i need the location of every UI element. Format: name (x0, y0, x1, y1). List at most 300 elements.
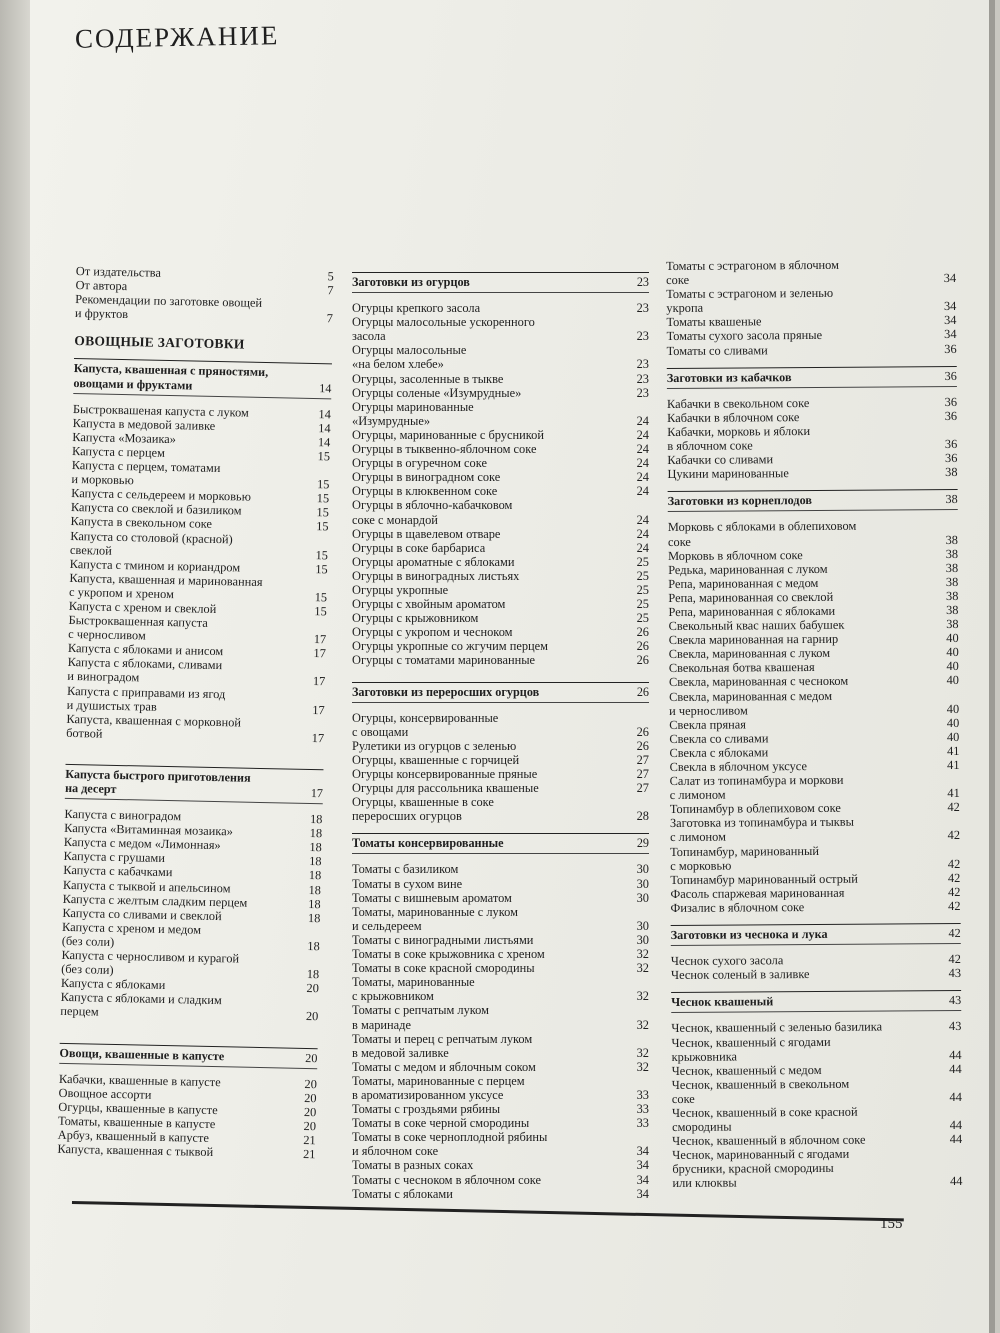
toc-entry (352, 639, 649, 653)
toc-entry-title: Томаты с чесноком в яблочном соке (352, 1172, 541, 1187)
toc-entry-title: Огурцы крепкого засола (352, 301, 481, 316)
toc-entry-title: Чеснок сухого засола (670, 953, 784, 969)
toc-entry-title: Томаты, маринованные с перцем в ароматизированном уксусе (352, 1073, 525, 1102)
toc-entry-title: Свекольная ботва квашеная (668, 660, 815, 676)
toc-entry-title: Огурцы укропные со жгучим перцем (352, 639, 548, 654)
toc-entry-page: 20 (306, 981, 320, 996)
toc-entry (669, 687, 959, 717)
toc-entry-page: 15 (314, 604, 327, 619)
toc-entry-page: 23 (636, 371, 649, 386)
toc-entry (352, 343, 649, 371)
toc-entry-title: Капуста с черносливом и курагой (без соли) (61, 947, 240, 978)
toc-entry-title: Капуста в медовой заливке (72, 415, 216, 433)
toc-entry-page: 23 (636, 301, 649, 316)
toc-entry-title: Капуста с перцем (71, 443, 166, 460)
section-title: Капуста, квашенная с пряностями, овощами и фруктами (73, 361, 269, 393)
toc-entry-page: 15 (315, 561, 328, 577)
toc-entry-title: Свекла с яблоками (669, 745, 769, 760)
toc-entry-page: 32 (636, 1059, 649, 1074)
toc-entry-page: 15 (316, 477, 330, 492)
toc-entry-title: Топинамбур маринованный острый (670, 871, 858, 887)
toc-entry-page: 18 (307, 910, 321, 926)
section-page: 26 (636, 684, 649, 699)
toc-entry-title: Чеснок, квашенный с зеленью базилика (671, 1019, 883, 1036)
toc-entry-title: Капуста с виноградом (64, 806, 182, 824)
toc-entry-page: 18 (308, 868, 322, 883)
toc-entry-title: Капуста «Витаминная мозаика» (64, 821, 233, 839)
toc-entry-page: 18 (308, 896, 321, 911)
toc-entry-title: Огурцы с томатами маринованные (352, 653, 536, 668)
section-list (671, 952, 961, 982)
toc-entry-title: Капуста с грушами (63, 849, 166, 866)
toc-entry-page: 40 (946, 631, 959, 646)
toc-entry-page: 32 (636, 961, 649, 976)
toc-entry-page: 5 (327, 269, 334, 284)
toc-entry (352, 975, 649, 1003)
category-heading: ОВОЩНЫЕ ЗАГОТОВКИ (74, 333, 245, 352)
toc-entry-page: 41 (947, 743, 960, 758)
toc-entry-page: 15 (316, 505, 329, 520)
toc-entry-title: Чеснок соленый в заливке (670, 967, 810, 983)
toc-entry (352, 1158, 649, 1172)
toc-entry (352, 947, 649, 961)
toc-entry-page: 38 (945, 588, 959, 603)
toc-entry-page: 17 (312, 674, 326, 689)
toc-entry-page: 24 (636, 456, 649, 471)
toc-entry-title: Огурцы в тыквенно-яблочном соке (352, 442, 537, 457)
toc-entry-page: 43 (948, 966, 962, 981)
toc-entry-page: 26 (636, 724, 649, 739)
section-page: 36 (944, 368, 957, 383)
toc-entry-page: 30 (636, 876, 649, 891)
toc-entry-title: Капуста с хреном и медом (без соли) (61, 919, 202, 949)
toc-entry-page: 24 (636, 442, 649, 457)
toc-entry-page: 44 (950, 1174, 963, 1189)
toc-entry (352, 653, 649, 667)
toc-entry-title: Капуста с приправами из ягод и душистых трав (66, 683, 226, 714)
toc-entry-page: 14 (318, 420, 331, 436)
toc-entry-title: Репа, маринованная с яблоками (668, 603, 836, 619)
toc-entry-title: Свекла, маринованная с медом и черносливом (669, 688, 833, 718)
toc-entry-page: 36 (944, 341, 957, 356)
toc-column-3 (666, 257, 962, 1191)
toc-entry-title: Фасоль спаржевая маринованная (670, 885, 845, 901)
toc-entry (352, 301, 649, 315)
toc-entry-page: 27 (636, 752, 649, 767)
toc-entry-title: Рулетики из огурцов с зеленью (352, 738, 517, 753)
toc-entry-title: Капуста с медом «Лимонная» (63, 835, 221, 853)
toc-entry-title: Томаты в соке черной смородины (352, 1116, 530, 1131)
toc-entry-title: Огурцы укропные (352, 582, 449, 597)
toc-entry-page: 24 (636, 526, 649, 541)
toc-entry-page: 23 (636, 357, 649, 372)
toc-entry-title: Чеснок, квашенный в яблочном соке (672, 1132, 866, 1149)
toc-entry-title: От автора (75, 278, 128, 294)
toc-entry-title: Томаты с эстрагоном в яблочном соке (666, 257, 839, 288)
toc-entry-title: Репа, маринованная со свеклой (668, 589, 834, 605)
toc-entry-page: 24 (636, 413, 649, 428)
toc-entry-title: Капуста, квашенная и маринованная с укропом и хреном (68, 570, 263, 601)
toc-entry (352, 428, 649, 442)
toc-entry (352, 753, 649, 767)
toc-entry-page: 15 (314, 589, 328, 605)
toc-entry-title: От издательства (75, 264, 162, 280)
toc-entry-page: 18 (306, 967, 320, 982)
toc-entry-title: Томаты квашеные (666, 314, 762, 330)
toc-entry-page: 38 (946, 617, 959, 632)
section-page: 23 (636, 275, 649, 289)
toc-entry (672, 1076, 962, 1106)
toc-entry-title: Арбуз, квашенный в капусте (57, 1127, 210, 1145)
section-title: Томаты консервированные (352, 836, 504, 851)
toc-entry-page: 38 (945, 546, 959, 561)
section-page: 43 (948, 993, 962, 1008)
page-title: СОДЕРЖАНИЕ (74, 20, 280, 54)
toc-entry-title: Овощное ассорти (58, 1085, 152, 1102)
toc-entry-title: Свекла со сливами (669, 731, 769, 746)
toc-entry-page: 42 (947, 800, 960, 815)
toc-entry (352, 315, 649, 343)
toc-entry-title: Огурцы с укропом и чесноком (352, 625, 513, 640)
toc-entry-page: 33 (636, 1087, 649, 1102)
page-edge (989, 0, 995, 1333)
toc-entry (667, 342, 957, 358)
toc-entry-page: 34 (636, 1158, 649, 1173)
toc-entry (672, 1104, 962, 1134)
toc-entry (670, 772, 960, 802)
toc-entry-title: Физалис в яблочном соке (670, 899, 805, 915)
toc-entry-title: Огурцы в виноградных листьях (352, 568, 520, 583)
toc-entry (352, 625, 649, 639)
toc-entry-page: 38 (945, 532, 959, 547)
toc-entry-page: 34 (944, 327, 957, 342)
toc-entry-page: 40 (946, 673, 959, 688)
toc-entry-title: Репа, маринованная с медом (668, 575, 819, 591)
toc-entry-title: Огурцы ароматные с яблоками (352, 554, 515, 569)
toc-entry-title: Огурцы малосольные «на белом хлебе» (352, 343, 467, 372)
toc-entry-page: 32 (636, 1045, 649, 1060)
toc-entry-page: 44 (949, 1132, 963, 1147)
toc-entry-page: 44 (949, 1061, 962, 1076)
toc-entry-page: 18 (307, 938, 320, 954)
toc-entry-page: 17 (313, 632, 327, 647)
toc-entry-title: Цукини маринованные (667, 466, 789, 482)
toc-entry-page: 40 (946, 729, 960, 744)
toc-entry-page: 20 (305, 1009, 319, 1024)
toc-entry-page: 28 (636, 809, 649, 824)
toc-entry-page: 7 (326, 311, 334, 326)
toc-entry (672, 1146, 962, 1190)
toc-entry-page: 21 (302, 1147, 316, 1162)
toc-entry-title: Томаты со сливами (666, 342, 768, 358)
toc-entry-page: 15 (315, 547, 329, 562)
toc-entry-title: Капуста с яблоками и сладким перцем (60, 990, 222, 1020)
toc-entry (352, 1116, 649, 1130)
toc-entry-title: Рекомендации по заготовке овощей и фруктов (74, 292, 263, 322)
toc-entry-title: Огурцы, квашенные в капусте (58, 1099, 218, 1117)
toc-entry (352, 795, 649, 823)
toc-entry-page: 36 (944, 394, 958, 409)
toc-entry-page: 42 (947, 856, 961, 871)
toc-entry-page: 23 (636, 329, 649, 344)
section-heading (352, 833, 649, 854)
toc-entry-page: 34 (636, 1144, 649, 1159)
toc-entry-page: 38 (945, 574, 959, 589)
toc-entry (60, 990, 319, 1024)
toc-entry (352, 862, 649, 876)
toc-entry (352, 1074, 649, 1102)
toc-entry-title: Капуста «Мозаика» (72, 429, 177, 446)
toc-entry-title: Томаты в сухом вине (352, 876, 463, 891)
section-title: Заготовки из кабачков (666, 369, 792, 385)
section-page: 14 (319, 380, 332, 395)
toc-entry-page: 42 (948, 952, 961, 967)
toc-entry-page: 32 (636, 947, 649, 962)
toc-entry-title: Томаты сухого засола пряные (666, 328, 823, 344)
toc-entry (352, 400, 649, 428)
toc-entry-page: 24 (636, 540, 649, 555)
toc-entry-title: Капуста с желтым сладким перцем (62, 891, 248, 910)
section-heading (65, 764, 324, 805)
toc-entry (352, 1130, 649, 1158)
toc-entry-page: 30 (636, 890, 649, 905)
section-title: Капуста быстрого приготовления на десерт (64, 766, 251, 796)
section-list (671, 1019, 962, 1190)
section-heading (352, 272, 649, 293)
toc-entry-title: Томаты, маринованные с луком и сельдереем (352, 904, 518, 933)
toc-entry-page: 7 (327, 283, 334, 298)
toc-entry-page: 40 (946, 659, 959, 674)
toc-entry (667, 423, 957, 453)
section-list (60, 807, 322, 1024)
toc-entry-title: Томаты в соке черноплодной рябины и яблочном соке (352, 1130, 548, 1159)
toc-entry-title: Свекольный квас наших бабушек (668, 617, 845, 634)
toc-entry-page: 15 (317, 449, 331, 464)
toc-entry-page: 34 (943, 299, 957, 314)
toc-entry-page: 18 (309, 826, 323, 841)
toc-entry-page: 17 (311, 730, 325, 746)
toc-entry-page: 34 (636, 1172, 649, 1187)
section-title: Заготовки из корнеплодов (667, 493, 812, 509)
section-heading (671, 990, 961, 1013)
toc-entry (352, 961, 649, 975)
toc-entry-title: Томаты, маринованные с крыжовником (352, 975, 475, 1004)
toc-entry-title: Заготовка из топинамбура и тыквы с лимоном (669, 815, 855, 845)
toc-entry (352, 1102, 649, 1116)
toc-entry-page: 25 (636, 597, 649, 612)
toc-entry (352, 470, 649, 484)
toc-entry-page: 36 (944, 408, 958, 423)
toc-entry-page: 44 (949, 1089, 962, 1104)
toc-entry-page: 18 (309, 812, 323, 827)
toc-entry-page: 40 (946, 645, 959, 660)
toc-entry-title: Огурцы с хвойным ароматом (352, 597, 506, 612)
toc-entry-title: Томаты в разных соках (352, 1158, 474, 1173)
toc-entry-page: 24 (636, 470, 649, 485)
toc-entry (668, 518, 958, 548)
toc-entry-title: Морковь с яблоками в облепиховом соке (667, 519, 857, 549)
toc-entry-title: Огурцы в щавелевом отваре (352, 526, 501, 541)
toc-entry (352, 767, 649, 781)
toc-entry-page: 42 (948, 898, 961, 913)
toc-entry-page: 25 (636, 568, 649, 583)
toc-entry-title: Кабачки со сливами (667, 452, 774, 468)
toc-entry (352, 711, 649, 739)
toc-entry-page: 26 (636, 738, 649, 753)
toc-entry-title: Томаты в соке крыжовника с хреном (352, 947, 545, 962)
toc-entry-page: 15 (316, 491, 330, 506)
toc-entry-title: Огурцы, квашенные в соке переросших огурцов (352, 795, 494, 824)
toc-entry (352, 1173, 649, 1187)
toc-entry-title: Огурцы в клюквенном соке (352, 484, 498, 499)
toc-entry (352, 442, 649, 456)
toc-entry-title: Огурцы соленые «Изумрудные» (352, 385, 522, 400)
toc-entry-title: Кабачки, морковь и яблоки в яблочном соке (667, 423, 811, 454)
section-page: 29 (636, 836, 649, 851)
section-heading (671, 923, 961, 946)
toc-entry-page: 20 (303, 1104, 317, 1119)
toc-entry-title: Чеснок, квашенный в свекольном соке (671, 1076, 850, 1106)
toc-entry-page: 36 (944, 451, 958, 466)
toc-entry-title: Томаты с медом и яблочным соком (352, 1059, 536, 1074)
section-title: Заготовки из чеснока и лука (670, 926, 828, 943)
toc-entry-page: 32 (636, 1017, 649, 1032)
toc-entry-title: Топинамбур в облепиховом соке (669, 801, 841, 817)
toc-entry-title: Томаты с виноградными листьями (352, 932, 534, 947)
toc-entry-page: 33 (636, 1102, 649, 1117)
toc-entry-page: 26 (636, 653, 649, 668)
toc-entry-page: 17 (313, 646, 327, 661)
toc-entry-title: Томаты в соке красной смородины (352, 961, 535, 976)
toc-entry-title: Огурцы в яблочно-кабачковом соке с монардой (352, 498, 513, 527)
section-title: Заготовки из огурцов (352, 275, 470, 289)
toc-entry (352, 372, 649, 386)
toc-entry-page: 20 (304, 1076, 318, 1091)
toc-entry-page: 42 (947, 870, 961, 885)
toc-entry-title: Кабачки, квашенные в капусте (58, 1071, 221, 1089)
toc-entry (352, 781, 649, 795)
section-heading (668, 489, 958, 512)
toc-entry-title: Капуста с перцем, томатами и морковью (71, 457, 221, 488)
toc-entry-title: Капуста с сельдереем и морковью (71, 486, 252, 504)
toc-column-1 (57, 264, 334, 1161)
toc-entry-page: 41 (947, 757, 960, 773)
toc-entry-title: Кабачки в яблочном соке (667, 409, 800, 425)
toc-entry-page: 20 (304, 1090, 317, 1105)
toc-entry-title: Томаты с базиликом (352, 862, 459, 877)
section-list (666, 257, 957, 358)
section-heading (73, 358, 332, 399)
page-number: 155 (880, 1216, 903, 1232)
toc-entry (352, 1003, 649, 1031)
toc-entry-page: 30 (636, 862, 649, 877)
toc-entry-page: 26 (636, 639, 649, 654)
intro-list (75, 264, 334, 326)
section-heading (667, 366, 957, 389)
toc-entry-title: Огурцы малосольные ускоренного засола (352, 315, 535, 344)
toc-entry-title: Огурцы в соке барбариса (352, 540, 486, 555)
section-title: Овощи, квашенные в капусте (59, 1045, 225, 1063)
toc-entry-title: Огурцы, маринованные с брусникой (352, 427, 544, 442)
toc-entry-page: 32 (636, 989, 649, 1004)
section-list (66, 402, 331, 746)
section-list (352, 862, 649, 1200)
toc-entry (670, 814, 960, 844)
section-list (352, 711, 649, 824)
toc-entry (352, 456, 649, 470)
section-page: 38 (945, 492, 958, 507)
toc-entry (666, 257, 956, 287)
section-list (668, 518, 961, 915)
toc-entry-page: 40 (946, 701, 960, 716)
toc-entry-title: Капуста с тыквой и апельсином (62, 877, 231, 895)
toc-entry-title: Свекла в яблочном уксусе (669, 759, 807, 774)
toc-entry-title: Томаты с эстрагоном и зеленью укропа (666, 286, 834, 316)
toc-entry-page: 43 (948, 1019, 962, 1034)
toc-entry-page: 21 (303, 1132, 316, 1148)
section-page: 42 (948, 925, 961, 941)
toc-entry-page: 40 (946, 715, 960, 730)
toc-entry-title: Чеснок, маринованный с ягодами брусники, красной смородины или клюквы (672, 1146, 850, 1191)
toc-entry (666, 285, 956, 315)
toc-entry-title: Капуста с хреном и свеклой (68, 598, 217, 616)
toc-column-2 (352, 272, 649, 1201)
toc-entry (75, 292, 334, 326)
toc-entry (352, 611, 649, 625)
toc-entry-page: 25 (636, 554, 649, 569)
toc-entry-page: 38 (945, 560, 959, 575)
toc-entry-page: 25 (636, 582, 649, 597)
toc-entry-title: Огурцы консервированные пряные (352, 767, 538, 781)
toc-entry-title: Морковь в яблочном соке (668, 547, 803, 563)
toc-entry-page: 20 (303, 1118, 317, 1134)
toc-entry-page: 17 (312, 702, 325, 717)
toc-entry-page: 27 (636, 781, 649, 796)
toc-entry-title: Быстроквашеная капуста с луком (72, 401, 249, 420)
toc-entry-page: 44 (949, 1047, 962, 1062)
section-heading (352, 682, 649, 703)
toc-entry (670, 899, 960, 915)
toc-entry-title: Редька, маринованная с луком (668, 561, 828, 577)
toc-entry-page: 34 (943, 313, 957, 328)
toc-entry-page: 38 (946, 602, 959, 618)
toc-entry-page: 18 (309, 840, 322, 855)
toc-entry-title: Огурцы, консервированные с овощами (352, 710, 499, 739)
toc-entry (352, 933, 649, 947)
toc-entry (671, 1033, 961, 1063)
toc-entry-page: 24 (636, 484, 649, 499)
toc-entry-title: Капуста, квашенная с морковной ботвой (66, 711, 242, 741)
toc-entry-title: Чеснок, квашенный с ягодами крыжовника (671, 1034, 831, 1064)
toc-entry-title: Капуста со сливами и свеклой (62, 905, 222, 923)
toc-entry-page: 42 (947, 828, 961, 843)
toc-entry-title: Огурцы маринованные «Изумрудные» (352, 399, 474, 428)
toc-entry (352, 498, 649, 526)
toc-entry-page: 44 (949, 1118, 963, 1133)
toc-entry-page: 23 (636, 385, 649, 400)
toc-entry-title: Свекла, маринованная с чесноком (668, 674, 849, 690)
toc-entry-page: 30 (636, 918, 649, 933)
toc-entry-title: Капуста с тмином и кориандром (69, 556, 241, 575)
toc-entry-page: 15 (316, 519, 329, 534)
toc-entry-title: Огурцы для рассольника квашеные (352, 781, 539, 796)
toc-entry (352, 555, 649, 569)
toc-entry (352, 877, 649, 891)
toc-entry-title: Огурцы, квашенные с горчицей (352, 752, 520, 767)
toc-entry-title: Салат из топинамбура и моркови с лимоном (669, 772, 844, 803)
toc-entry-page: 30 (636, 932, 649, 947)
toc-entry-title: Капуста с яблоками и анисом (67, 641, 224, 659)
